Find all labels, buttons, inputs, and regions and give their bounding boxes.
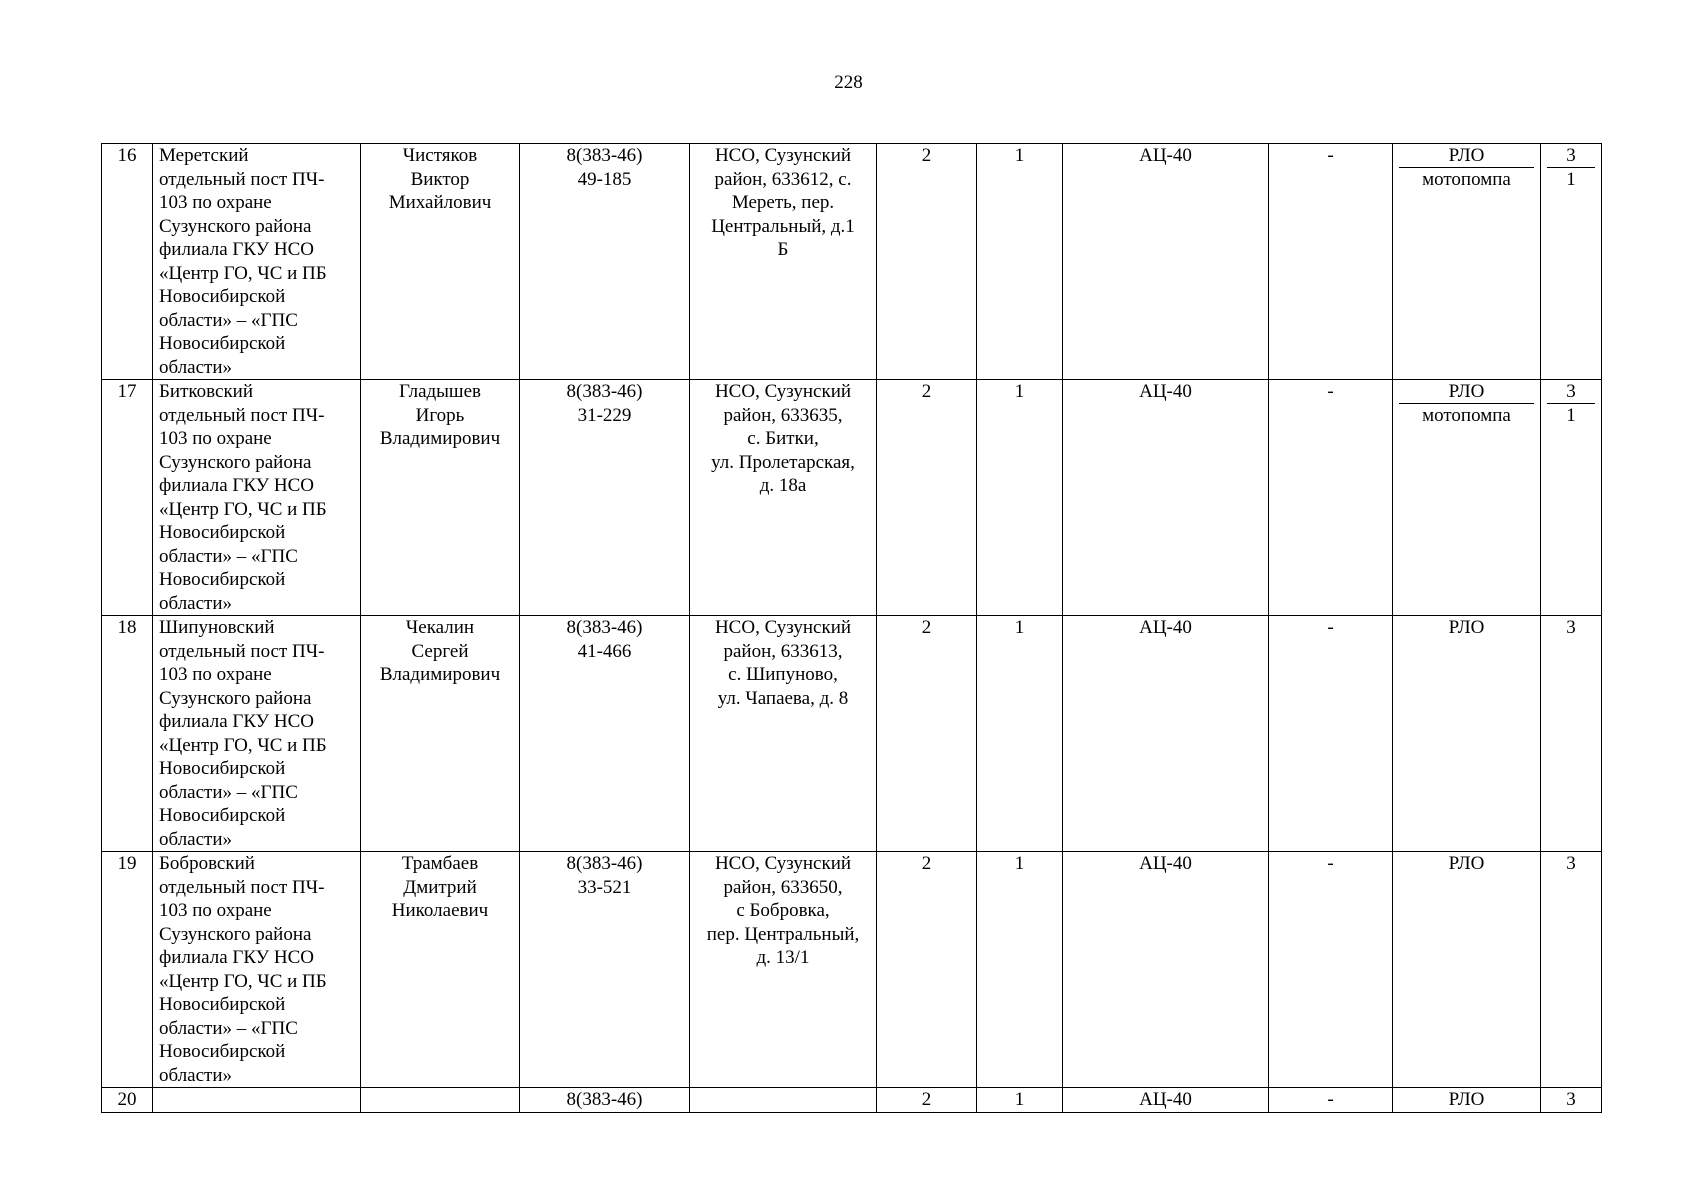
vehicle-type: АЦ-40 bbox=[1063, 852, 1269, 1088]
phone bbox=[520, 1088, 690, 1113]
equipment-count: 1 bbox=[1566, 169, 1576, 190]
head-name-line: Чистяков bbox=[402, 145, 478, 166]
address-line: ул. Пролетарская, bbox=[711, 451, 855, 473]
unit-name bbox=[153, 852, 361, 1088]
dash-cell: - bbox=[1269, 144, 1393, 380]
phone bbox=[520, 144, 690, 380]
address-line: НСО, Сузунский bbox=[714, 853, 852, 874]
head-name bbox=[361, 144, 520, 380]
head-name-line: Виктор bbox=[410, 168, 470, 190]
unit-name-line: отдельный пост ПЧ- bbox=[159, 876, 325, 898]
staff-count: 2 bbox=[877, 380, 977, 616]
unit-name-line: «Центр ГО, ЧС и ПБ bbox=[159, 262, 327, 284]
address-line: пер. Центральный, bbox=[706, 923, 860, 945]
unit-name-line: 103 по охране bbox=[159, 428, 272, 449]
unit-name-line: Сузунского района bbox=[159, 215, 312, 237]
unit-name-line: Новосибирской bbox=[159, 569, 286, 590]
address-line: НСО, Сузунский bbox=[714, 617, 852, 638]
staff-count: 2 bbox=[877, 852, 977, 1088]
unit-name-line: области» bbox=[159, 1064, 233, 1086]
head-name-line: Михайлович bbox=[388, 192, 492, 213]
vehicle-type: АЦ-40 bbox=[1063, 380, 1269, 616]
row-number: 17 bbox=[102, 380, 153, 616]
address-line: район, 633612, с. bbox=[714, 168, 852, 190]
vehicle-type: АЦ-40 bbox=[1063, 144, 1269, 380]
address-line: с. Шипуново, bbox=[728, 664, 838, 685]
equipment-name: РЛО bbox=[1399, 144, 1534, 168]
equipment-names bbox=[1393, 144, 1541, 380]
head-name bbox=[361, 380, 520, 616]
unit-name-line: Новосибирской bbox=[159, 522, 286, 543]
staff-count: 2 bbox=[877, 616, 977, 852]
equipment-name: РЛО bbox=[1448, 617, 1485, 638]
address-line: НСО, Сузунский bbox=[714, 145, 852, 166]
address-line: д. 13/1 bbox=[756, 947, 810, 968]
table-row bbox=[102, 380, 1602, 616]
equipment-name: мотопомпа bbox=[1422, 405, 1511, 426]
phone-line: 49-185 bbox=[577, 168, 632, 190]
head-name bbox=[361, 616, 520, 852]
unit-name-line: Сузунского района bbox=[159, 451, 312, 473]
unit-name-line: Шипуновский bbox=[159, 617, 275, 638]
head-name bbox=[361, 852, 520, 1088]
address bbox=[690, 380, 877, 616]
row-number: 16 bbox=[102, 144, 153, 380]
vehicle-count: 1 bbox=[977, 852, 1063, 1088]
address-line: Центральный, д.1 bbox=[711, 215, 855, 237]
equipment-count: 3 bbox=[1547, 144, 1595, 168]
equipment-count: 3 bbox=[1547, 380, 1595, 404]
head-name-line: Чекалин bbox=[405, 617, 475, 638]
vehicle-count: 1 bbox=[977, 144, 1063, 380]
table-row bbox=[102, 852, 1602, 1088]
address-line: ул. Чапаева, д. 8 bbox=[717, 687, 849, 709]
unit-name-line: Меретский bbox=[159, 145, 249, 166]
head-name-line: Трамбаев bbox=[401, 853, 479, 874]
unit-name-line: 103 по охране bbox=[159, 900, 272, 921]
head-name-line: Гладышев bbox=[399, 381, 481, 402]
phone bbox=[520, 380, 690, 616]
unit-name-line: области» – «ГПС bbox=[159, 545, 298, 567]
unit-name-line: отдельный пост ПЧ- bbox=[159, 168, 325, 190]
unit-name-line: Новосибирской bbox=[159, 286, 286, 307]
vehicle-type: АЦ-40 bbox=[1063, 1088, 1269, 1113]
phone-line: 41-466 bbox=[577, 640, 632, 662]
dash-cell: - bbox=[1269, 1088, 1393, 1113]
phone-line: 31-229 bbox=[577, 404, 632, 426]
unit-name bbox=[153, 616, 361, 852]
head-name-line: Николаевич bbox=[391, 900, 489, 921]
head-name-line: Дмитрий bbox=[403, 876, 477, 898]
address-line: д. 18а bbox=[759, 475, 807, 496]
phone bbox=[520, 616, 690, 852]
unit-name-line: Новосибирской bbox=[159, 1041, 286, 1062]
vehicle-count: 1 bbox=[977, 1088, 1063, 1113]
table-row bbox=[102, 1088, 1602, 1113]
unit-name-line: филиала ГКУ НСО bbox=[159, 947, 314, 968]
head-name-line: Игорь bbox=[415, 404, 465, 426]
unit-name bbox=[153, 380, 361, 616]
unit-name-line: области» – «ГПС bbox=[159, 1017, 298, 1039]
unit-name-line: 103 по охране bbox=[159, 664, 272, 685]
phone-line: 8(383-46) bbox=[566, 853, 643, 874]
unit-name-line: Новосибирской bbox=[159, 758, 286, 779]
equipment-counts bbox=[1541, 144, 1602, 380]
unit-name bbox=[153, 1088, 361, 1113]
equipment-names bbox=[1393, 380, 1541, 616]
unit-name-line: Новосибирской bbox=[159, 805, 286, 826]
table-body bbox=[102, 144, 1602, 1113]
unit-name-line: филиала ГКУ НСО bbox=[159, 475, 314, 496]
unit-name-line: области» – «ГПС bbox=[159, 781, 298, 803]
address-line: район, 633635, bbox=[723, 404, 843, 426]
address-line: район, 633613, bbox=[723, 640, 843, 662]
unit-name-line: отдельный пост ПЧ- bbox=[159, 404, 325, 426]
phone-line: 8(383-46) bbox=[566, 1089, 643, 1110]
table-row bbox=[102, 616, 1602, 852]
address bbox=[690, 852, 877, 1088]
staff-count: 2 bbox=[877, 144, 977, 380]
equipment-count: 3 bbox=[1566, 1089, 1576, 1110]
equipment-counts bbox=[1541, 1088, 1602, 1113]
unit-name-line: области» bbox=[159, 592, 233, 614]
phone-line: 33-521 bbox=[577, 876, 632, 898]
equipment-name: РЛО bbox=[1399, 380, 1534, 404]
equipment-count: 3 bbox=[1566, 853, 1576, 874]
equipment-counts bbox=[1541, 380, 1602, 616]
unit-name-line: 103 по охране bbox=[159, 192, 272, 213]
unit-name-line: Битковский bbox=[159, 381, 254, 402]
address-line: Мереть, пер. bbox=[731, 192, 835, 213]
unit-name bbox=[153, 144, 361, 380]
phone-line: 8(383-46) bbox=[566, 145, 643, 166]
address-line: район, 633650, bbox=[723, 876, 843, 898]
address bbox=[690, 1088, 877, 1113]
equipment-names bbox=[1393, 616, 1541, 852]
unit-name-line: области» bbox=[159, 828, 233, 850]
address-line: с. Битки, bbox=[747, 428, 819, 449]
equipment-name: РЛО bbox=[1448, 853, 1485, 874]
unit-name-line: Сузунского района bbox=[159, 687, 312, 709]
vehicle-count: 1 bbox=[977, 380, 1063, 616]
dash-cell: - bbox=[1269, 852, 1393, 1088]
head-name-line: Владимирович bbox=[379, 664, 501, 685]
head-name-line: Владимирович bbox=[379, 428, 501, 449]
equipment-count: 1 bbox=[1566, 405, 1576, 426]
unit-name-line: Бобровский bbox=[159, 853, 255, 874]
unit-name-line: «Центр ГО, ЧС и ПБ bbox=[159, 970, 327, 992]
table-row bbox=[102, 144, 1602, 380]
equipment-names bbox=[1393, 1088, 1541, 1113]
address bbox=[690, 616, 877, 852]
address-line: НСО, Сузунский bbox=[714, 381, 852, 402]
unit-name-line: Новосибирской bbox=[159, 994, 286, 1015]
equipment-counts bbox=[1541, 852, 1602, 1088]
head-name-line: Сергей bbox=[411, 640, 469, 662]
row-number: 18 bbox=[102, 616, 153, 852]
unit-name-line: области» – «ГПС bbox=[159, 309, 298, 331]
unit-name-line: «Центр ГО, ЧС и ПБ bbox=[159, 498, 327, 520]
row-number: 20 bbox=[102, 1088, 153, 1113]
equipment-counts bbox=[1541, 616, 1602, 852]
head-name bbox=[361, 1088, 520, 1113]
fire-stations-table bbox=[101, 143, 1602, 1113]
dash-cell: - bbox=[1269, 380, 1393, 616]
phone-line: 8(383-46) bbox=[566, 381, 643, 402]
vehicle-count: 1 bbox=[977, 616, 1063, 852]
page-number: 228 bbox=[834, 72, 863, 93]
staff-count: 2 bbox=[877, 1088, 977, 1113]
unit-name-line: области» bbox=[159, 356, 233, 378]
unit-name-line: филиала ГКУ НСО bbox=[159, 239, 314, 260]
address-line: с Бобровка, bbox=[736, 900, 830, 921]
row-number: 19 bbox=[102, 852, 153, 1088]
unit-name-line: филиала ГКУ НСО bbox=[159, 711, 314, 732]
unit-name-line: Сузунского района bbox=[159, 923, 312, 945]
equipment-name: РЛО bbox=[1448, 1089, 1485, 1110]
address bbox=[690, 144, 877, 380]
unit-name-line: «Центр ГО, ЧС и ПБ bbox=[159, 734, 327, 756]
unit-name-line: отдельный пост ПЧ- bbox=[159, 640, 325, 662]
equipment-count: 3 bbox=[1566, 617, 1576, 638]
equipment-names bbox=[1393, 852, 1541, 1088]
vehicle-type: АЦ-40 bbox=[1063, 616, 1269, 852]
phone bbox=[520, 852, 690, 1088]
unit-name-line: Новосибирской bbox=[159, 333, 286, 354]
phone-line: 8(383-46) bbox=[566, 617, 643, 638]
address-line: Б bbox=[777, 239, 789, 260]
equipment-name: мотопомпа bbox=[1422, 169, 1511, 190]
dash-cell: - bbox=[1269, 616, 1393, 852]
